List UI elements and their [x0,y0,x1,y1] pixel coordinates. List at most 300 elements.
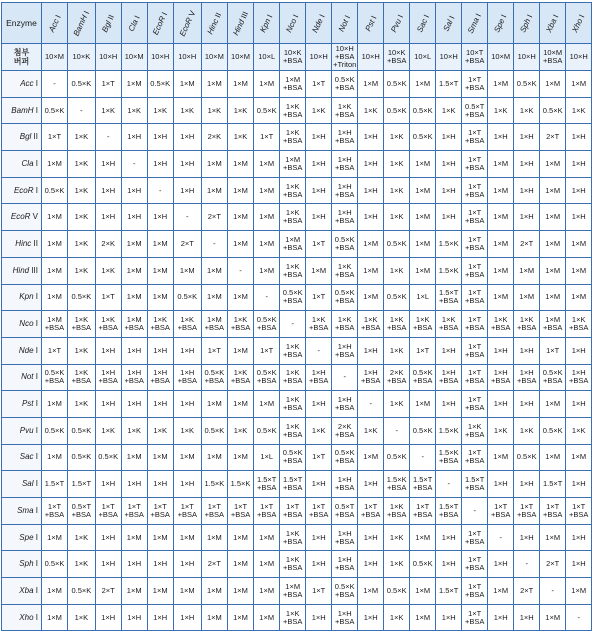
enzyme-suffix: I [525,12,535,19]
table-cell: 1×M [488,578,514,605]
table-cell: 1×M [410,151,436,178]
table-cell: 1×M [410,524,436,551]
table-cell: 1×H +BSA [121,364,147,391]
row-enzyme-name: Hind [12,265,30,275]
table-cell: 1×L [254,444,280,471]
table-cell: 1×M [42,284,68,311]
table-cell: 1×M [410,604,436,631]
table-cell: 1×M [147,284,173,311]
table-cell: 1.5×T [42,471,68,498]
enzyme-header-row [2,3,592,44]
table-cell: - [566,604,592,631]
table-cell: 1×T +BSA [95,498,121,525]
table-cell: 1×M [514,284,540,311]
table-cell: 0.5×K [68,444,96,471]
table-cell: 1×K +BSA [358,311,384,338]
table-cell: - [42,71,68,98]
buffer-cell: 10×M [121,44,147,71]
table-cell: 1×K +BSA [410,311,436,338]
table-cell: 1×M [173,257,201,284]
column-header [147,3,173,44]
table-row [2,417,592,444]
table-cell: 1×K [384,177,410,204]
table-cell: 1×M [566,231,592,258]
table-cell: 1×T +BSA [280,498,306,525]
enzyme-name: Kpn [258,16,273,34]
table-cell: 1×H [306,524,332,551]
table-cell: 1×H [121,204,147,231]
table-cell: 1×H +BSA [332,124,358,151]
table-cell: 1×K +BSA [280,364,306,391]
enzyme-suffix: I [265,12,275,19]
table-cell: 0.5×K [384,444,410,471]
table-cell: 1×K +BSA [514,311,540,338]
table-cell: 1×T +BSA [514,498,540,525]
table-cell: 1×K [121,417,147,444]
table-cell: 1×T +BSA [410,498,436,525]
column-header-label [285,13,301,34]
row-enzyme-name: Bgl [19,132,32,142]
column-header-label [466,12,483,35]
table-row [2,97,592,124]
table-cell: 1×K [68,257,96,284]
table-cell: 1×H +BSA [436,364,462,391]
table-cell: 1×K [358,97,384,124]
row-header [2,257,42,284]
table-row [2,151,592,178]
table-cell: 1×T +BSA [462,578,488,605]
table-cell: 0.5×T +BSA [68,498,96,525]
table-cell: 1×M [540,284,566,311]
row-enzyme-suffix: II [33,132,38,142]
table-cell: 1×H [488,604,514,631]
table-cell: 1.5×K +BSA [384,471,410,498]
row-header [2,151,42,178]
table-cell: 1×M [566,444,592,471]
table-cell: 1×M [42,391,68,418]
row-header [2,284,42,311]
table-cell: 1×M [227,231,253,258]
table-cell: 1×M [488,444,514,471]
table-cell: 1×T +BSA [566,498,592,525]
table-cell: 0.5×T +BSA [332,498,358,525]
buffer-cell: 10×H [358,44,384,71]
table-cell: 1×M [173,444,201,471]
table-cell: 1.5×T [540,471,566,498]
enzyme-name: Pst [363,17,377,33]
row-header [2,204,42,231]
table-cell: 1×H [436,604,462,631]
table-cell: 1×K [68,151,96,178]
table-row [2,257,592,284]
buffer-cell: 10×H [147,44,173,71]
table-cell: 0.5×K [384,578,410,605]
table-cell: 1×M [121,578,147,605]
table-cell: 1×K [173,97,201,124]
table-cell: 1×K [384,151,410,178]
table-cell: 1.5×T [68,471,96,498]
enzyme-suffix: I [474,11,484,18]
table-cell: 1×M [358,284,384,311]
table-cell: 1×H [488,471,514,498]
table-cell: 1×M +BSA [280,151,306,178]
table-cell: - [514,551,540,578]
row-enzyme-name: EcoR [10,212,31,222]
column-header-label [72,9,91,37]
enzyme-suffix: V [186,8,198,18]
row-enzyme-name: Pst [21,399,34,409]
table-cell: 1×H [173,337,201,364]
row-enzyme-name: Sma [17,505,34,515]
row-header [2,391,42,418]
table-cell: 2×K +BSA [384,364,410,391]
enzyme-suffix: II [106,12,117,21]
table-cell: 1×K [384,257,410,284]
table-cell: 2×T [95,578,121,605]
table-cell: 2×T [540,551,566,578]
table-cell: 1×T [254,124,280,151]
table-cell: 0.5×K [410,97,436,124]
row-enzyme-suffix: II [33,238,38,248]
table-cell: 0.5×K [384,231,410,258]
table-cell: 1×T +BSA [147,498,173,525]
row-header [2,97,42,124]
buffer-cell: 10×T +BSA [462,44,488,71]
table-cell: 1×M [121,444,147,471]
table-cell: 0.5×K +BSA [332,231,358,258]
table-cell: 1×M [540,604,566,631]
table-cell: - [254,284,280,311]
table-cell: 1×M [201,151,227,178]
table-cell: 1×K [436,97,462,124]
table-cell: 1×H +BSA [488,364,514,391]
table-cell: - [95,124,121,151]
table-cell: 1×H [121,177,147,204]
table-cell: 1×M [540,231,566,258]
row-enzyme-suffix: I [35,319,38,329]
row-enzyme-name: Acc [20,78,34,88]
table-cell: 1×H [121,337,147,364]
table-cell: 1×H +BSA [332,204,358,231]
table-cell: 1×M [410,71,436,98]
table-cell: 1×H [566,124,592,151]
enzyme-name: Bgl [100,18,114,34]
table-cell: 1.5×K [436,231,462,258]
table-cell: 1×M [254,151,280,178]
table-cell: 1×H [436,177,462,204]
table-cell: 1×T +BSA [488,498,514,525]
table-cell: - [488,524,514,551]
table-cell: 1×K [95,257,121,284]
enzyme-suffix: I [369,13,379,20]
table-cell: 1×M [254,71,280,98]
table-cell: 0.5×K +BSA [332,284,358,311]
column-header [436,3,462,44]
table-cell: 1×H [514,604,540,631]
enzyme-suffix: I [447,13,457,20]
table-cell: 1×M [227,524,253,551]
table-cell: 1×T +BSA [540,498,566,525]
table-cell: 1×K +BSA [95,311,121,338]
table-cell: 1×M [121,257,147,284]
column-header [95,3,121,44]
table-cell: 1×M [42,524,68,551]
table-cell: 1×M [227,578,253,605]
table-cell: - [332,364,358,391]
table-cell: 1×K +BSA [280,604,306,631]
table-cell: 1×K [306,417,332,444]
table-row [2,444,592,471]
enzyme-suffix: I [551,12,561,19]
table-cell: 1×H [358,471,384,498]
table-cell: 1×H [306,124,332,151]
table-cell: 1×H [358,551,384,578]
table-cell: 2×T [201,551,227,578]
table-cell: 1×M [410,177,436,204]
row-enzyme-suffix: I [35,158,38,168]
table-cell: 1×T +BSA [462,444,488,471]
buffer-cell: 10×M [42,44,68,71]
row-enzyme-suffix: I [35,372,38,382]
table-cell: 1×M [566,578,592,605]
table-cell: 1×K +BSA [147,311,173,338]
table-cell: - [306,337,332,364]
table-cell: 1×H [95,471,121,498]
row-enzyme-suffix: I [35,505,38,515]
row-header [2,231,42,258]
table-cell: 1×H +BSA [358,364,384,391]
table-cell: 0.5×K [410,417,436,444]
table-cell: 1×T [410,337,436,364]
table-cell: 1×H [566,524,592,551]
table-cell: 1×T +BSA [462,551,488,578]
table-cell: 1×H [358,337,384,364]
table-cell: 1×H [147,151,173,178]
enzyme-name: Xho [570,16,585,34]
table-cell: 1×H [173,551,201,578]
column-header-label [337,13,352,32]
table-cell: 0.5×K [42,97,68,124]
table-cell: 1×M [488,284,514,311]
table-cell: 1×H [121,391,147,418]
table-cell: 1×H [436,551,462,578]
table-cell: 1×M [201,257,227,284]
table-cell: 2×T [514,578,540,605]
table-cell: 1×L [410,284,436,311]
column-header [121,3,147,44]
table-row [2,124,592,151]
column-header [173,3,201,44]
table-cell: 1×T [42,337,68,364]
table-cell: 1×T +BSA [462,284,488,311]
table-cell: 1×H [95,551,121,578]
table-cell: 1×M [147,444,173,471]
row-enzyme-suffix: I [35,78,38,88]
table-cell: 1×H +BSA [332,177,358,204]
table-cell: 1.5×T +BSA [436,284,462,311]
table-cell: 1×H [95,204,121,231]
row-enzyme-suffix: V [32,212,38,222]
table-cell: - [68,97,96,124]
table-cell: 1×T [42,124,68,151]
table-cell: 1×H [173,391,201,418]
table-cell: 1×M [566,71,592,98]
enzyme-name: Pvu [388,16,403,34]
table-cell: 1×H [306,204,332,231]
buffer-cell: 10×M [488,44,514,71]
row-enzyme-name: Sal [21,479,34,489]
column-header-label [441,14,456,32]
table-cell: 1×H [436,124,462,151]
table-cell: 1.5×T +BSA [280,471,306,498]
table-cell: 1×M +BSA [280,578,306,605]
table-cell: 1×K [121,97,147,124]
table-cell: 1×K +BSA [332,257,358,284]
table-cell: 1×H [514,177,540,204]
enzyme-suffix: I [395,12,405,19]
table-cell: 1×M [42,604,68,631]
table-cell: 1×K +BSA [227,364,253,391]
table-cell: 1×H [514,524,540,551]
table-cell: 1×H [147,337,173,364]
table-cell: 0.5×K [42,417,68,444]
column-header-label [100,13,116,33]
column-header-label [47,13,63,33]
table-cell: 1×M [227,177,253,204]
column-header-label [389,13,405,33]
row-header [2,337,42,364]
table-cell: 1×H [514,124,540,151]
table-cell: - [410,444,436,471]
table-cell: 1×K [227,97,253,124]
table-cell: 1×K +BSA [566,311,592,338]
table-cell: 2×K [201,124,227,151]
table-cell: 1×M +BSA [540,311,566,338]
table-cell: 1×M [488,257,514,284]
table-cell: 1×T +BSA [462,364,488,391]
table-cell: 2×T [514,231,540,258]
buffer-cell: 10×M +BSA [540,44,566,71]
table-cell: 1×M [201,284,227,311]
table-cell: 1×M [42,231,68,258]
table-cell: 1×M [254,551,280,578]
table-cell: 1×H +BSA [306,364,332,391]
table-cell: 1×K +BSA [280,391,306,418]
table-cell: 1×H [566,151,592,178]
table-cell: 1×M +BSA [280,231,306,258]
table-cell: 0.5×K [42,551,68,578]
column-header [566,3,592,44]
table-row [2,498,592,525]
row-enzyme-name: Sac [19,452,34,462]
table-cell: 1×M [42,204,68,231]
row-enzyme-name: Kpn [19,292,34,302]
table-cell: 1×H [488,337,514,364]
column-header-label [493,13,509,34]
table-cell: 1×M [42,444,68,471]
table-cell: 1×H [358,604,384,631]
table-cell: 1×M [566,257,592,284]
table-cell: 1×T +BSA [173,498,201,525]
enzyme-suffix: I [81,8,92,15]
table-cell: 1×T [254,337,280,364]
table-cell: 1×M [540,71,566,98]
column-header-label [519,13,535,34]
column-header [462,3,488,44]
table-cell: - [280,311,306,338]
table-cell: 1×K [68,391,96,418]
table-cell: 1×K +BSA [280,417,306,444]
buffer-cell: 10×H [436,44,462,71]
table-cell: 1×M [201,71,227,98]
enzyme-name: Hinc [205,16,221,36]
table-cell: 1×M [306,257,332,284]
table-cell: 1×M [358,578,384,605]
table-cell: 1×H +BSA [95,364,121,391]
table-cell: 1×M [540,151,566,178]
table-cell: 0.5×K +BSA [410,364,436,391]
row-enzyme-suffix: III [31,265,38,275]
table-cell: 1×M [201,177,227,204]
row-enzyme-suffix: I [35,532,38,542]
table-cell: 1×H [488,124,514,151]
table-row [2,578,592,605]
table-cell: 1×K +BSA [332,311,358,338]
enzyme-suffix: I [499,12,509,19]
table-cell: 1×H [173,151,201,178]
table-cell: 0.5×K +BSA [540,364,566,391]
table-cell: 1×M [201,391,227,418]
table-cell: 1×H [514,391,540,418]
table-cell: 1×K [384,337,410,364]
table-cell: 1×H [358,151,384,178]
table-cell: 1×K +BSA [384,498,410,525]
table-cell: 1×H [514,151,540,178]
row-header [2,444,42,471]
table-cell: 1×M [121,284,147,311]
enzyme-name: BamH [71,13,90,38]
table-cell: 0.5×K +BSA [332,444,358,471]
table-cell: 1×M [540,257,566,284]
column-header-label [311,12,327,33]
buffer-cell: 10×K [68,44,96,71]
table-cell: 1×M +BSA [201,311,227,338]
table-cell: 0.5×K [254,417,280,444]
table-row [2,391,592,418]
table-cell: 1×T +BSA [306,498,332,525]
table-cell: 0.5×K [68,71,96,98]
table-cell: 1×K +BSA [384,311,410,338]
table-cell: 1×T +BSA [462,151,488,178]
row-enzyme-name: Not [21,372,34,382]
table-cell: 1×K [173,417,201,444]
table-cell: 1×M [254,604,280,631]
table-cell: 2×K +BSA [332,417,358,444]
row-header [2,551,42,578]
table-cell: - [147,177,173,204]
row-header [2,364,42,391]
table-cell: 0.5×K [95,444,121,471]
table-cell: 1.5×K [436,257,462,284]
buffer-label: 첨부 버퍼 [2,44,42,71]
table-cell: 1×H [436,151,462,178]
table-cell: 1×H [358,124,384,151]
table-cell: - [358,391,384,418]
table-cell: 1×M [254,524,280,551]
column-header [410,3,436,44]
row-enzyme-name: Xho [19,612,34,622]
table-cell: 1×H [306,391,332,418]
